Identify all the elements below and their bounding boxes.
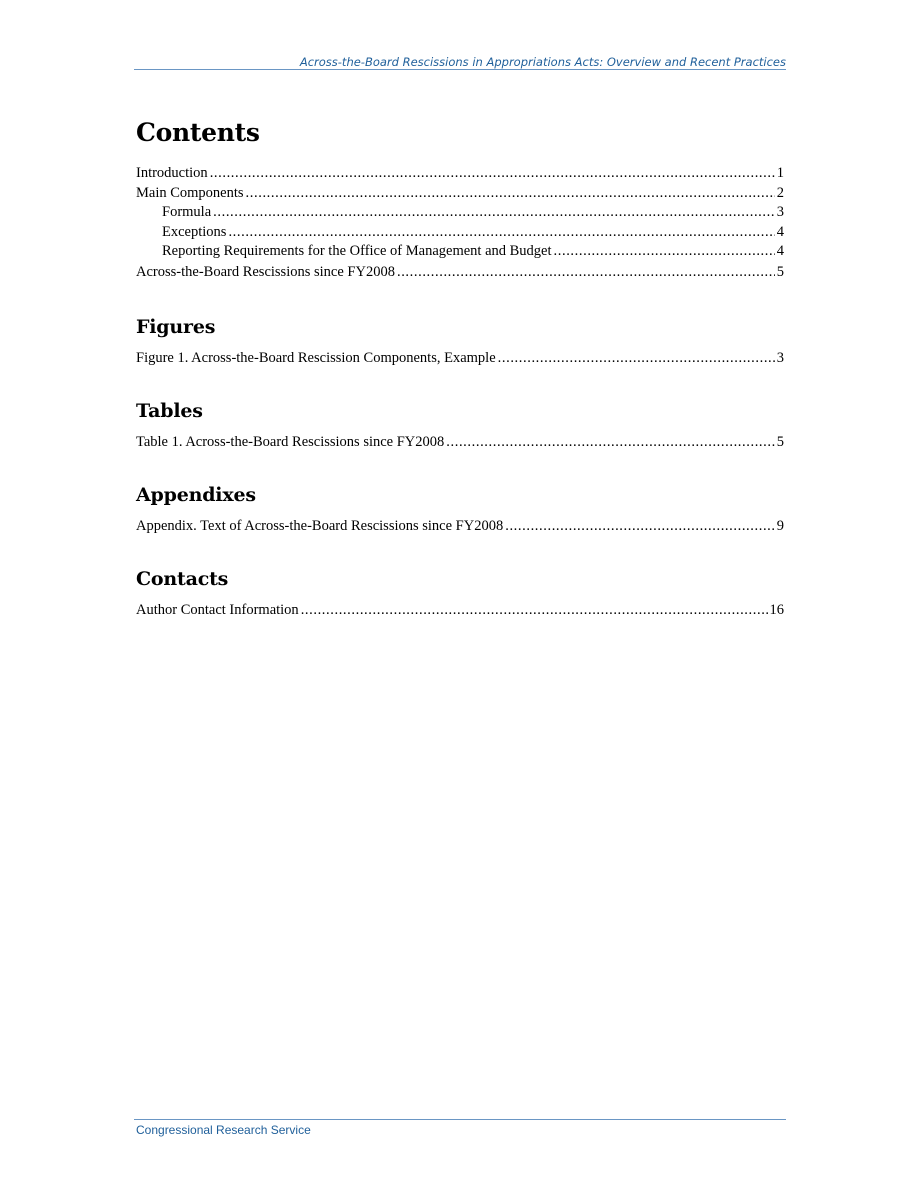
dot-leader [228,223,774,243]
toc-entry-introduction[interactable] [136,163,784,183]
toc-entry-reporting-requirements[interactable] [136,242,784,262]
dot-leader [246,183,775,203]
toc-page-number: 9 [776,517,784,534]
toc-entry-title: Main Components [136,185,244,201]
toc-page-number: 1 [776,165,784,181]
dot-leader [301,600,768,620]
toc-page-number: 2 [776,185,784,201]
contents-list [136,163,784,282]
toc-entry-appendix[interactable] [136,516,784,536]
toc-entry-title: Across-the-Board Rescissions since FY2008 [136,263,395,280]
toc-entry-title: Introduction [136,165,208,181]
running-footer: Congressional Research Service [136,1123,311,1137]
toc-entry-title: Appendix. Text of Across-the-Board Rescissions since FY2008 [136,517,504,534]
toc-page-number: 3 [776,349,784,366]
dot-leader [498,348,775,368]
toc-entry-title: Table 1. Across-the-Board Rescissions since FY2008 [136,433,445,450]
toc-page-number: 5 [776,263,784,280]
dot-leader [213,203,775,223]
toc-page-number: 16 [769,601,784,618]
dot-leader [446,432,774,452]
figures-list [136,348,784,368]
contacts-list [136,600,784,620]
toc-entry-figure-1[interactable] [136,348,784,368]
toc-entry-title: Exceptions [162,223,227,240]
toc-page-number: 5 [776,433,784,450]
spacer [136,282,784,316]
appendixes-heading: Appendixes [136,483,256,506]
toc-entry-author-contact[interactable] [136,600,784,620]
toc-entry-title: Figure 1. Across-the-Board Rescission Components, Example [136,349,496,366]
running-header: Across-the-Board Rescissions in Appropriations Acts: Overview and Recent Practices [299,55,786,69]
toc-page-number: 3 [776,204,784,220]
spacer [136,536,784,568]
footer-rule [134,1119,786,1120]
dot-leader [210,163,775,183]
dot-leader [554,242,775,262]
toc-entry-main-components[interactable] [136,183,784,203]
spacer [136,368,784,400]
toc-page-number: 4 [776,243,784,259]
toc-entry-formula[interactable] [136,203,784,223]
tables-list [136,432,784,452]
toc-page-number: 4 [776,223,784,240]
spacer [136,452,784,484]
toc-entry-rescissions-since-fy2008[interactable] [136,262,784,282]
dot-leader [505,516,775,536]
toc-entry-table-1[interactable] [136,432,784,452]
toc-entry-title: Formula [162,204,212,220]
toc-entry-exceptions[interactable] [136,223,784,243]
contacts-heading: Contacts [136,567,229,590]
table-of-contents [136,118,784,620]
contents-title: Contents [136,118,260,147]
tables-heading: Tables [136,399,203,422]
header-rule [134,69,786,70]
figures-heading: Figures [136,315,216,338]
toc-entry-title: Reporting Requirements for the Office of Management and Budget [162,243,552,259]
toc-entry-title: Author Contact Information [136,601,299,618]
dot-leader [397,262,775,282]
appendixes-list [136,516,784,536]
